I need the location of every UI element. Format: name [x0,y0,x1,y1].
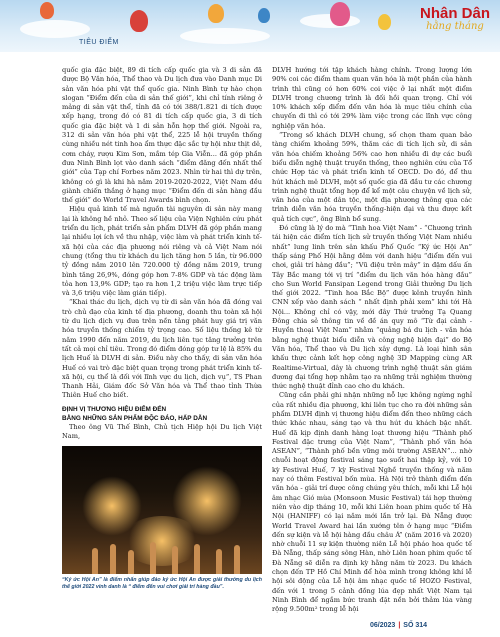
hot-air-balloon-icon [258,8,270,23]
hot-air-balloon-icon [330,2,350,26]
right-column [272,66,472,615]
paragraph: Cũng cần phải ghi nhận những nỗ lực không ngừng nghỉ của rất nhiều địa phương, khi liên tục cho ra đời những sản phẩm DLVH định vị thương hiệu điểm đến theo những cách thức khác nhau, sáng tạo và thu hút du khách bậc nhất. Huế đã kịp định danh hàng loạt thương hiệu “Thành phố Festival đặc trưng của Việt Nam”, “Thành phố văn hóa ASEAN”, “Thành phố bền vững môi trường ASEAN”... nhờ chuỗi hoạt động festival sáng tạo suốt hai thập kỷ, với 10 kỳ Festival Huế, 7 kỳ Festival Nghề truyền thống và năm nay có thêm Festival bốn mùa. Hà Nội trở thành điểm đến văn hóa - giải trí được công chúng yêu thích, mỗi khi Lễ hội âm nhạc Gió mùa (Monsoon Music Festival) tái hợp thường niên vào dịp tháng 10, mỗi khi Liên hoan phim quốc tế Hà Nội (HANIFF) có lại năm mới lần trở lại. Đà Nẵng được World Travel Award hai lần xướng tên ở hạng mục “Điểm đến sự kiện và lễ hội hàng đầu châu Á” (năm 2016 và 2020) nhờ chuỗi 11 sự kiện thường niên Lễ hội pháo hoa quốc tế Đà Nẵng, thấp sáng sông Hàn, nhờ Liên hoan phim quốc tế Đà Nẵng sẽ diễn ra định kỳ hằng năm từ 2023. Du khách chọn đến TP Hồ Chí Minh để hòa mình trong không khí lễ hội sôi động của Lễ hội âm nhạc quốc tế HOZO Festival, đến với 1 trong 5 cảnh đồng lúa đẹp nhất Việt Nam tại Ninh Bình để ngắm bức tranh đặt nền bởi thảm lúa vàng rộng 9.500m² trong lễ hội [272,391,472,614]
footer-separator: | [398,622,401,629]
left-column [62,66,262,591]
subheading-line-2: BẰNG NHỮNG SẢN PHẨM ĐỘC ĐÁO, HẤP DẪN [62,414,208,422]
paragraph: “Khai thác du lịch, dịch vụ từ di sản văn hóa đã đóng vai trò chủ đạo của kinh tế địa phương, doanh thu toàn xã hội từ du lịch dịch vụ đưa trên nền tảng phát huy giá trị văn hóa truyền thống chiếm tỷ trọng cao. Số liệu thống kê từ năm 1990 đến năm 2019, du lịch liên tục tăng trưởng trên tất cả mọi chỉ tiêu. Trong đó điểm đóng góp tư lệ là 85% du lịch Huế là DLVH di sản. Điều này cho thấy, di sản văn hóa Huế có vai trò đặc biệt quan trọng trong phát triển kinh tế-xã hội, cụ thể là đối với lĩnh vực du lịch, dịch vụ”, TS Phan Thanh Hải, Giám đốc Sở Văn hóa và Thể thao tỉnh Thừa Thiên Huế cho biết. [62,298,262,400]
paragraph: DLVH hướng tới tập khách hàng chính. Trong lượng lớn 90% coi các điểm tham quan văn hóa là một phần của hành trình thì cũng có hơn 60% coi việc ở lại nhất một điểm DLVH trong chương trình là đối hồi quan trọng. Chỉ với 10% khách xếp điểm đến văn hóa là mục tiêu chính của chuyến đi thì có tới 29% làm việc trong các lĩnh vực công nghiệp văn hóa. [272,66,472,130]
hot-air-balloon-icon [130,10,148,32]
page-footer [370,622,427,629]
paragraph: Đó cũng là lý do mà “Tinh hoa Việt Nam” - “Chương trình tái hiện các điểm tích lịch sử truyền thống Việt Nam nhiều nhất” lung linh trên sân khấu Phố Quốc “Ký ức Hội An” thấp sáng Phố Hội hằng đêm với danh hiệu “điểm đến vui chơi, giải trí hàng đầu”; “Vũ điệu trên mây” in đậm dấu ấn Tây Bắc mang tới vị trí “điểm du lịch văn hóa hàng đầu” cho Sun World Fansipan Legend trong Giải thưởng Du lịch thế giới 2022. “Tinh hoa Bắc Bộ” được kênh truyền hình CNN xếp vào danh sách “ nhất định phải xem” khi tới Hà Nội... Không chỉ có vậy, mới đây Thứ trưởng Tạ Quang Đông chia sẻ thông tin về đề án quy mô “Từ đại cảnh - Huyền thoại Việt Nam” nhằm “quảng bá du lịch - văn hóa bằng nghệ thuật biểu diễn và công nghệ hiện đại” do Bộ Văn hóa, Thể thao và Du lịch xây dựng. Là loại hình sân khấu thực cảnh kết hợp công nghệ 3D Mapping cùng AR Realtime-Virtual, dây là chương trình nghệ thuật sân giám đương đại tổng hợp nhằm tạo ra những trải nghiệm thường thức nghệ thuật đỉnh cao cho du khách. [272,224,472,391]
photo-caption: “Ký ức Hội An” là điểm nhấn giúp đảo ký ức Hội An được giải thưởng du lịch thế giới 2022 vinh danh là “ điểm đến vui chơi giải trí hàng đầu”. [62,577,262,591]
performance-photo [62,446,262,574]
paragraph: “Trong số khách DLVH chung, số chọn tham quan bảo tàng chiếm khoảng 59%, thăm các di tích lịch sử, di sản văn hóa chiếm khoảng 56% cao hơn nhiều đi dự các buổi biểu diễn nghệ thuật truyền thống, theo nghiên cứu của Tổ chức Hợp tác và phát triển kinh tế OECD. Do đó, để thu hút khách mê DLVH, một số quốc gia đã đầu tư các chương trình nghệ thuật tổng hợp để kể một câu chuyện về lịch sử, văn hóa của một dân tộc, một địa phương thông qua các trình diễn văn hóa truyền thống-hiện đại và thu được kết quả tích cực”, ông Bình bổ sung. [272,131,472,223]
paragraph: quốc gia đặc biệt, 89 di tích cấp quốc gia và 3 di sản đã được Bộ Văn hóa, Thể thao và Du lịch đưa vào Danh mục Di sản văn hóa phi vật thể quốc gia. Ninh Bình tự hào chọn slogan “Điểm đến của di sản thế giới”, khi chỉ tính riêng ở mảng di sản vật thể, tỉnh đã có tới 388/1.821 di tích được xếp hạng, trong đó có 81 di tích cấp quốc gia, 3 di tích quốc gia đặc biệt và 1 di sản hỗn hợp thế giới. Ngoài ra, 312 di sản văn hóa phi vật thể, 225 lễ hội truyền thống cùng nhiều nét tinh hoa ẩm thực đặc sắc tự hội như thịt dê, cơm cháy, rượu Kim Sơn, mắm tép Gia Viễn... đã góp phần đưa Ninh Bình lọt vào danh sách “điểm đăng đến nhất thế giới” của Tạp chí Forbes năm 2023. Nhìn từ hai thì dự trên, không có gì là khi hà năm 2019-2020-2022, Việt Nam đều giành chiến thắng ở hạng mục “Điểm đến di sản hàng đầu thế giới” do World Travel Awards bình chọn. [62,66,262,205]
paragraph: Hiệu quả kinh tế mà nguồn tài nguyên di sản này mang lại là không hề nhỏ. Theo số liệu của Viện Nghiên cứu phát triển du lịch, phát triển sản phẩm DLVH đã góp phần mang lại nhiều lợi ích về thu nhập, việc làm và phát triển kinh tế-xã hội của các địa phương nói riêng và cả Việt Nam nói chung (tổng thu từ khách du lịch tăng hơn 5 lần, từ 96.000 tỷ đồng năm 2010 lên 720.000 tỷ đồng năm 2019, trung bình tăng 26,9%, đóng góp hơn 7-8% GDP và tác động làm tỏa hơn 13,9% GDP; tạo ra hơn 1,2 triệu việc làm trực tiếp và 3,6 triệu việc làm gián tiếp). [62,205,262,298]
byline-paragraph: Theo ông Vũ Thế Bình, Chủ tịch Hiệp hội Du lịch Việt Nam, [62,422,262,440]
issue-date: 06/2023 [370,622,396,629]
logo-title: Nhân Dân [419,5,490,22]
hot-air-balloon-icon [378,14,391,30]
subheading-line-1: ĐỊNH VỊ THƯƠNG HIỆU ĐIỂM ĐẾN [62,405,167,413]
logo-subtitle: hằng tháng [426,21,484,32]
issue-number: SỐ 314 [403,622,428,629]
logo [420,6,490,32]
hot-air-balloon-icon [208,4,224,23]
hot-air-balloon-icon [40,2,54,19]
header-banner [0,0,500,52]
subheading [62,405,262,423]
section-label: TIÊU ĐIỂM [79,39,119,46]
